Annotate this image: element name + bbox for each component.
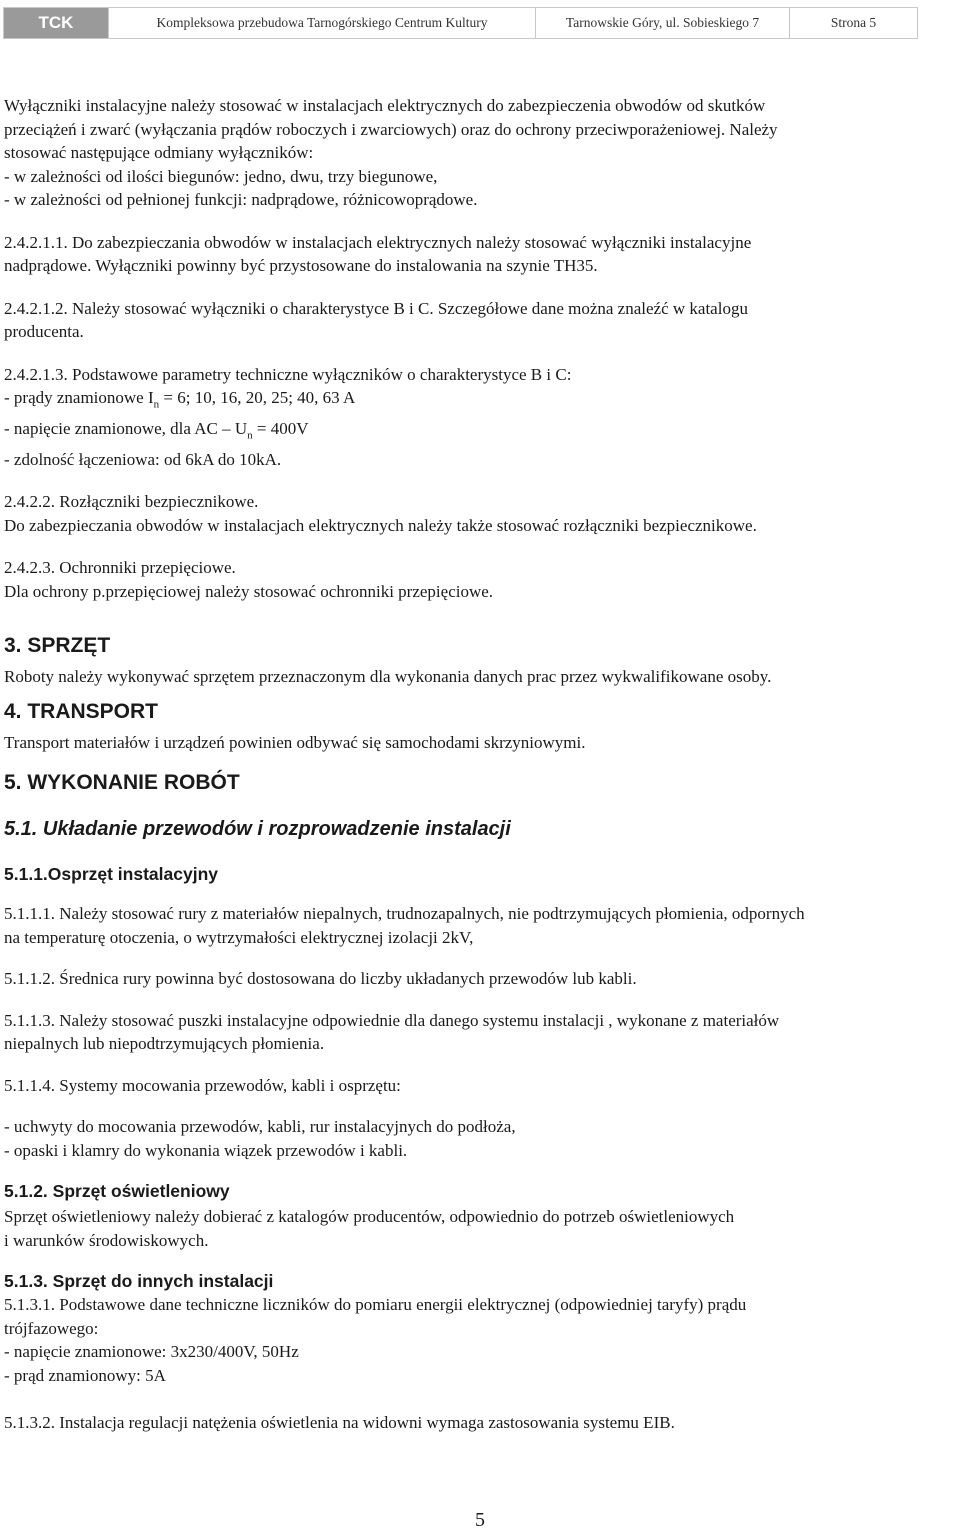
paragraph-line: 5.1.3.2. Instalacja regulacji natężenia oświetlenia na widowni wymaga zastosowania systemu EIB. — [4, 1413, 675, 1433]
paragraph-line: Transport materiałów i urządzeń powinien odbywać się samochodami skrzyniowymi. — [4, 732, 586, 752]
list-item: - w zależności od pełnionej funkcji: nadprądowe, różnicowoprądowe. — [4, 190, 478, 209]
list-item: - napięcie znamionowe: 3x230/400V, 50Hz — [4, 1342, 299, 1362]
section-heading: 4. TRANSPORT — [4, 699, 159, 723]
paragraph-line: 5.1.1.3. Należy stosować puszki instalacyjne odpowiednie dla danego systemu instalacji , wykonane z materiałów — [4, 1010, 780, 1030]
section-heading: 5.1. Układanie przewodów i rozprowadzenie instalacji — [4, 818, 511, 841]
page-number: 5 — [475, 1509, 485, 1531]
paragraph-line: Wyłączniki instalacyjne należy stosować w instalacjach elektrycznych do zabezpieczenia obwodów od skutków — [4, 96, 766, 115]
subsection-title: 2.4.2.3. Ochronniki przepięciowe. — [4, 558, 236, 578]
list-item: - napięcie znamionowe, dla AC – $U_n = 400V$ — [4, 418, 309, 442]
header-page: Strona 5 — [789, 8, 917, 38]
paragraph-line: stosować następujące odmiany wyłączników: — [4, 143, 314, 162]
list-item: - w zależności od ilości biegunów: jedno, dwu, trzy biegunowe, — [4, 166, 438, 186]
section-heading: 5. WYKONANIE ROBÓT — [4, 771, 240, 795]
paragraph-line: trójfazowego: — [4, 1318, 99, 1338]
section-heading: 3. SPRZĘT — [4, 634, 111, 658]
paragraph-line: Roboty należy wykonywać sprzętem przeznaczonym dla wykonania danych prac przez wykwalifikowane osoby. — [4, 667, 772, 687]
section-heading: 5.1.2. Sprzęt oświetleniowy — [4, 1181, 230, 1202]
header-logo: TCK — [4, 8, 108, 38]
paragraph-line: 5.1.1.1. Należy stosować rury z materiałów niepalnych, trudnozapalnych, nie podtrzymujących płomienia, odpornych — [4, 904, 805, 924]
paragraph-line: przeciążeń i zwarć (wyłączania prądów roboczych i zwarciowych) oraz do ochrony przeciwporażeniowej. Należy — [4, 119, 778, 139]
paragraph-line: 5.1.1.2. Średnica rury powinna być dostosowana do liczby układanych przewodów lub kabli. — [4, 969, 637, 989]
paragraph-line: 5.1.1.4. Systemy mocowania przewodów, kabli i osprzętu: — [4, 1075, 401, 1095]
paragraph-line: niepalnych lub niepodtrzymujących płomienia. — [4, 1034, 325, 1054]
paragraph-line: nadprądowe. Wyłączniki powinny być przystosowane do instalowania na szynie TH35. — [4, 256, 598, 275]
section-heading: 5.1.1.Osprzęt instalacyjny — [4, 864, 218, 885]
paragraph-line: Dla ochrony p.przepięciowej należy stosować ochronniki przepięciowe. — [4, 581, 494, 601]
paragraph-line: 2.4.2.1.2. Należy stosować wyłączniki o charakterystyce B i C. Szczegółowe dane można znaleźć w katalogu — [4, 298, 748, 318]
paragraph-line: producenta. — [4, 322, 84, 341]
page-header — [3, 7, 918, 39]
paragraph-line: 2.4.2.1.1. Do zabezpieczania obwodów w instalacjach elektrycznych należy stosować wyłączniki instalacyjne — [4, 232, 752, 252]
paragraph-line: Sprzęt oświetleniowy należy dobierać z katalogów producentów, odpowiednio do potrzeb oświetleniowych — [4, 1207, 735, 1227]
header-address: Tarnowskie Góry, ul. Sobieskiego 7 — [535, 8, 789, 38]
subsection-title: 2.4.2.2. Rozłączniki bezpiecznikowe. — [4, 492, 259, 512]
document-body — [4, 94, 958, 1435]
list-item: - zdolność łączeniowa: od 6kA do 10kA. — [4, 449, 282, 469]
list-item: - prąd znamionowy: 5A — [4, 1365, 166, 1385]
paragraph-line: 2.4.2.1.3. Podstawowe parametry techniczne wyłączników o charakterystyce B i C: — [4, 364, 572, 384]
paragraph-line: na temperaturę otoczenia, o wytrzymałości elektrycznej izolacji 2kV, — [4, 927, 474, 947]
paragraph-line: 5.1.3.1. Podstawowe dane techniczne liczników do pomiaru energii elektrycznej (odpowiedniej taryfy) prądu — [4, 1295, 747, 1315]
list-item: - opaski i klamry do wykonania wiązek przewodów i kabli. — [4, 1140, 408, 1160]
paragraph-line: Do zabezpieczania obwodów w instalacjach elektrycznych należy także stosować rozłączniki bezpiecznikowe. — [4, 515, 757, 535]
list-item: - uchwyty do mocowania przewodów, kabli, rur instalacyjnych do podłoża, — [4, 1117, 516, 1137]
header-title: Kompleksowa przebudowa Tarnogórskiego Centrum Kultury — [108, 8, 535, 38]
list-item: - prądy znamionowe $I_n = 6$; 10, 16, 20, 25; 40, 63 A — [4, 388, 356, 411]
section-heading: 5.1.3. Sprzęt do innych instalacji — [4, 1271, 274, 1292]
paragraph-line: i warunków środowiskowych. — [4, 1230, 209, 1250]
